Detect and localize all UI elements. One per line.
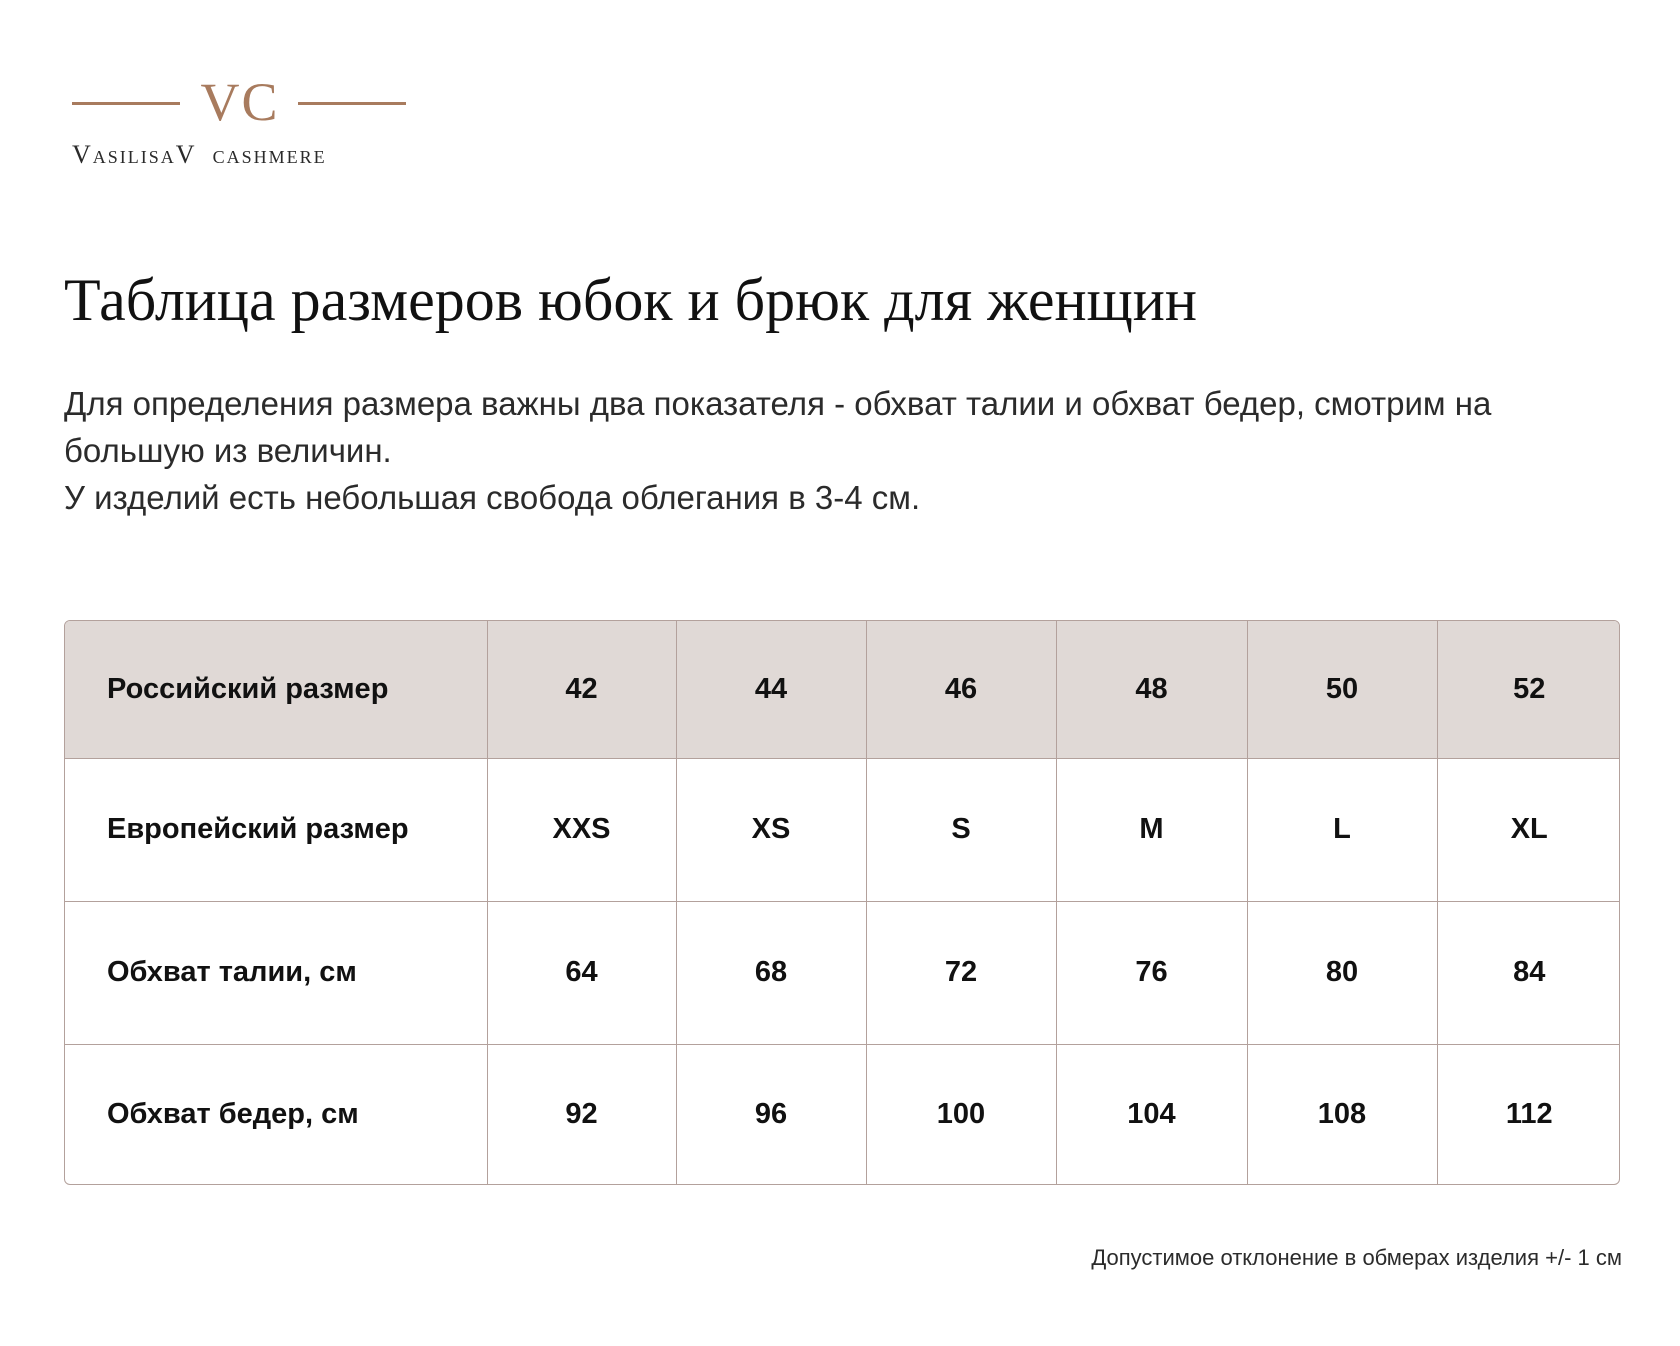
table-cell: 46 xyxy=(866,621,1056,758)
logo-rule-right xyxy=(298,102,406,105)
table-cell: 84 xyxy=(1437,901,1620,1044)
table-cell: 44 xyxy=(676,621,866,758)
logo-brand-suffix: cashmere xyxy=(212,140,327,169)
logo-brand-name: VasilisaV xyxy=(72,140,197,169)
logo-monogram-block xyxy=(72,72,406,132)
table-cell: 76 xyxy=(1056,901,1247,1044)
row-label: Обхват талии, см xyxy=(65,901,487,1044)
size-table xyxy=(65,621,1620,1185)
table-cell: XXS xyxy=(487,758,676,901)
page-title: Таблица размеров юбок и брюк для женщин xyxy=(64,267,1198,333)
size-table-frame xyxy=(64,620,1620,1185)
table-cell: 96 xyxy=(676,1044,866,1185)
table-row-russian-size xyxy=(65,621,1620,758)
table-cell: 108 xyxy=(1247,1044,1437,1185)
table-cell: 68 xyxy=(676,901,866,1044)
table-cell: XL xyxy=(1437,758,1620,901)
table-cell: L xyxy=(1247,758,1437,901)
table-row-hips xyxy=(65,1044,1620,1185)
table-cell: S xyxy=(866,758,1056,901)
table-cell: 92 xyxy=(487,1044,676,1185)
table-cell: 64 xyxy=(487,901,676,1044)
brand-logo xyxy=(72,72,412,182)
row-label: Российский размер xyxy=(65,621,487,758)
table-cell: 48 xyxy=(1056,621,1247,758)
tolerance-footnote: Допустимое отклонение в обмерах изделия +/- 1 см xyxy=(1091,1245,1622,1270)
table-cell: 50 xyxy=(1247,621,1437,758)
table-cell: 72 xyxy=(866,901,1056,1044)
row-label: Европейский размер xyxy=(65,758,487,901)
intro-paragraph-1: Для определения размера важны два показателя - обхват талии и обхват бедер, смотрим на большую из величин. xyxy=(64,385,1492,469)
logo-monogram: VC xyxy=(200,72,280,132)
table-row-waist xyxy=(65,901,1620,1044)
table-cell: 42 xyxy=(487,621,676,758)
table-cell: M xyxy=(1056,758,1247,901)
table-cell: XS xyxy=(676,758,866,901)
table-cell: 80 xyxy=(1247,901,1437,1044)
table-cell: 112 xyxy=(1505,1098,1553,1131)
intro-text xyxy=(64,380,1634,521)
table-cell: 52 xyxy=(1437,621,1620,758)
row-label: Обхват бедер, см xyxy=(65,1044,487,1185)
table-cell: 104 xyxy=(1056,1044,1247,1185)
table-cell: 100 xyxy=(866,1044,1056,1185)
table-row-european-size xyxy=(65,758,1620,901)
logo-rule-left xyxy=(72,102,180,105)
intro-paragraph-2: У изделий есть небольшая свобода облегания в 3-4 см. xyxy=(64,479,921,516)
logo-wordmark xyxy=(72,138,412,172)
